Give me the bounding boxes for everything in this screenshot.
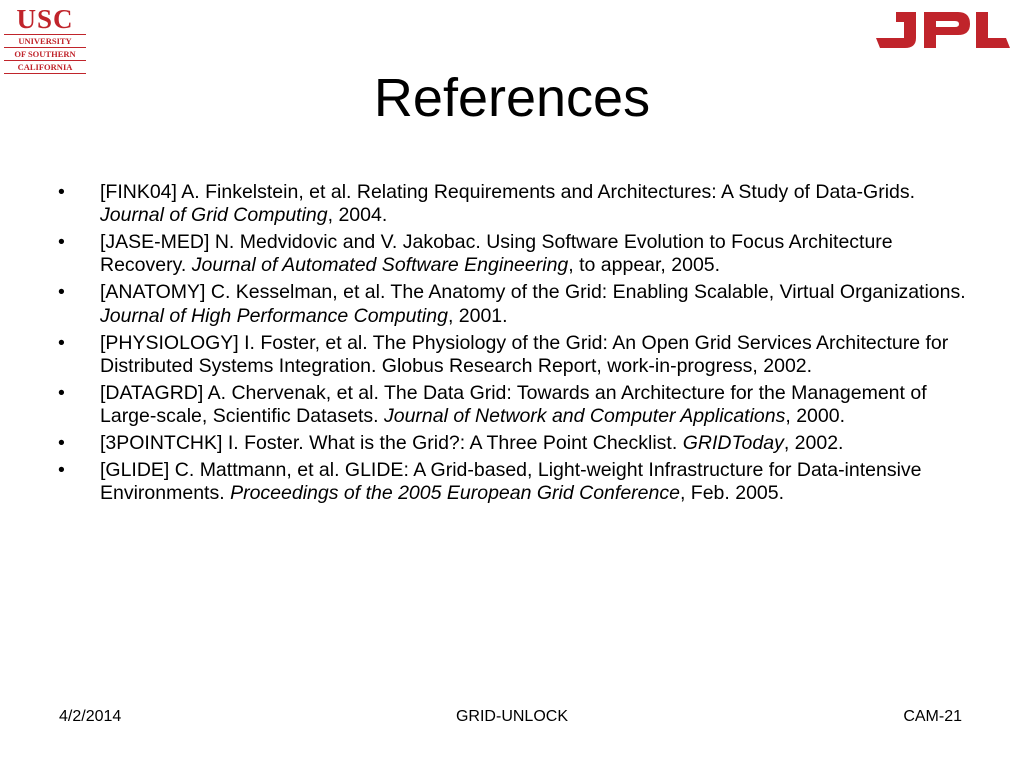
reference-item bbox=[58, 382, 978, 429]
reference-suffix: , 2000. bbox=[785, 405, 846, 428]
reference-publication: Journal of Network and Computer Applications bbox=[383, 405, 786, 428]
reference-publication: Journal of Grid Computing bbox=[100, 204, 328, 227]
reference-item bbox=[58, 332, 978, 379]
bullet-icon: • bbox=[58, 181, 65, 203]
bullet-icon: • bbox=[58, 431, 65, 454]
bullet-icon: • bbox=[58, 458, 65, 481]
reference-item bbox=[58, 231, 978, 278]
reference-suffix: , 2002. bbox=[783, 431, 844, 454]
jpl-logo-letter-l bbox=[976, 12, 1010, 48]
reference-publication: Journal of High Performance Computing bbox=[100, 304, 448, 327]
usc-logo-line: CALIFORNIA bbox=[4, 60, 86, 74]
reference-item bbox=[58, 432, 978, 455]
jpl-logo bbox=[872, 4, 1012, 56]
reference-text: [3POINTCHK] I. Foster. What is the Grid?: A Three Point Checklist. bbox=[100, 431, 683, 454]
bullet-icon: • bbox=[58, 231, 65, 254]
reference-text: [FINK04] A. Finkelstein, et al. Relating Requirements and Architectures: A Study of Data-Grids. bbox=[100, 181, 916, 203]
reference-item bbox=[58, 281, 978, 328]
reference-suffix: , 2001. bbox=[447, 304, 508, 327]
reference-text: [DATAGRD] A. Chervenak, et al. The Data Grid: Towards an Architecture for the Management of Large-scale, Scientific Datasets. bbox=[100, 381, 927, 428]
usc-logo-line: UNIVERSITY bbox=[4, 34, 86, 47]
footer-page-number: CAM-21 bbox=[903, 708, 962, 725]
references-list bbox=[58, 181, 978, 509]
reference-suffix: , to appear, 2005. bbox=[568, 254, 721, 277]
reference-publication: Journal of Automated Software Engineering bbox=[191, 254, 569, 277]
reference-item bbox=[58, 181, 978, 228]
footer-date: 4/2/2014 bbox=[59, 708, 122, 725]
bullet-icon: • bbox=[58, 281, 65, 304]
reference-publication: GRIDToday bbox=[682, 431, 784, 454]
reference-text: [PHYSIOLOGY] I. Foster, et al. The Physiology of the Grid: An Open Grid Services Architecture for Distributed Systems Integration. Globus Research Report, work-in-progress, 2002. bbox=[100, 331, 949, 377]
reference-text: [ANATOMY] C. Kesselman, et al. The Anatomy of the Grid: Enabling Scalable, Virtual Organizations. bbox=[100, 281, 966, 304]
reference-text: [GLIDE] C. Mattmann, et al. GLIDE: A Grid-based, Light-weight Infrastructure for Data-intensive Environments. bbox=[100, 458, 922, 505]
bullet-icon: • bbox=[58, 381, 65, 404]
reference-suffix: , 2004. bbox=[327, 204, 388, 227]
reference-suffix: , Feb. 2005. bbox=[679, 482, 785, 505]
reference-text: [JASE-MED] N. Medvidovic and V. Jakobac. Using Software Evolution to Focus Architecture Recovery. bbox=[100, 231, 893, 277]
footer-title: GRID-UNLOCK bbox=[455, 708, 568, 725]
jpl-logo-letter-p bbox=[924, 12, 970, 48]
usc-logo-mark: USC bbox=[16, 4, 74, 34]
slide-title: References bbox=[373, 68, 651, 128]
bullet-icon: • bbox=[58, 331, 65, 354]
reference-publication: Proceedings of the 2005 European Grid Conference bbox=[230, 482, 680, 505]
jpl-logo-letter-j bbox=[876, 12, 916, 48]
reference-item bbox=[58, 459, 978, 506]
usc-logo-line: OF SOUTHERN bbox=[4, 47, 86, 60]
